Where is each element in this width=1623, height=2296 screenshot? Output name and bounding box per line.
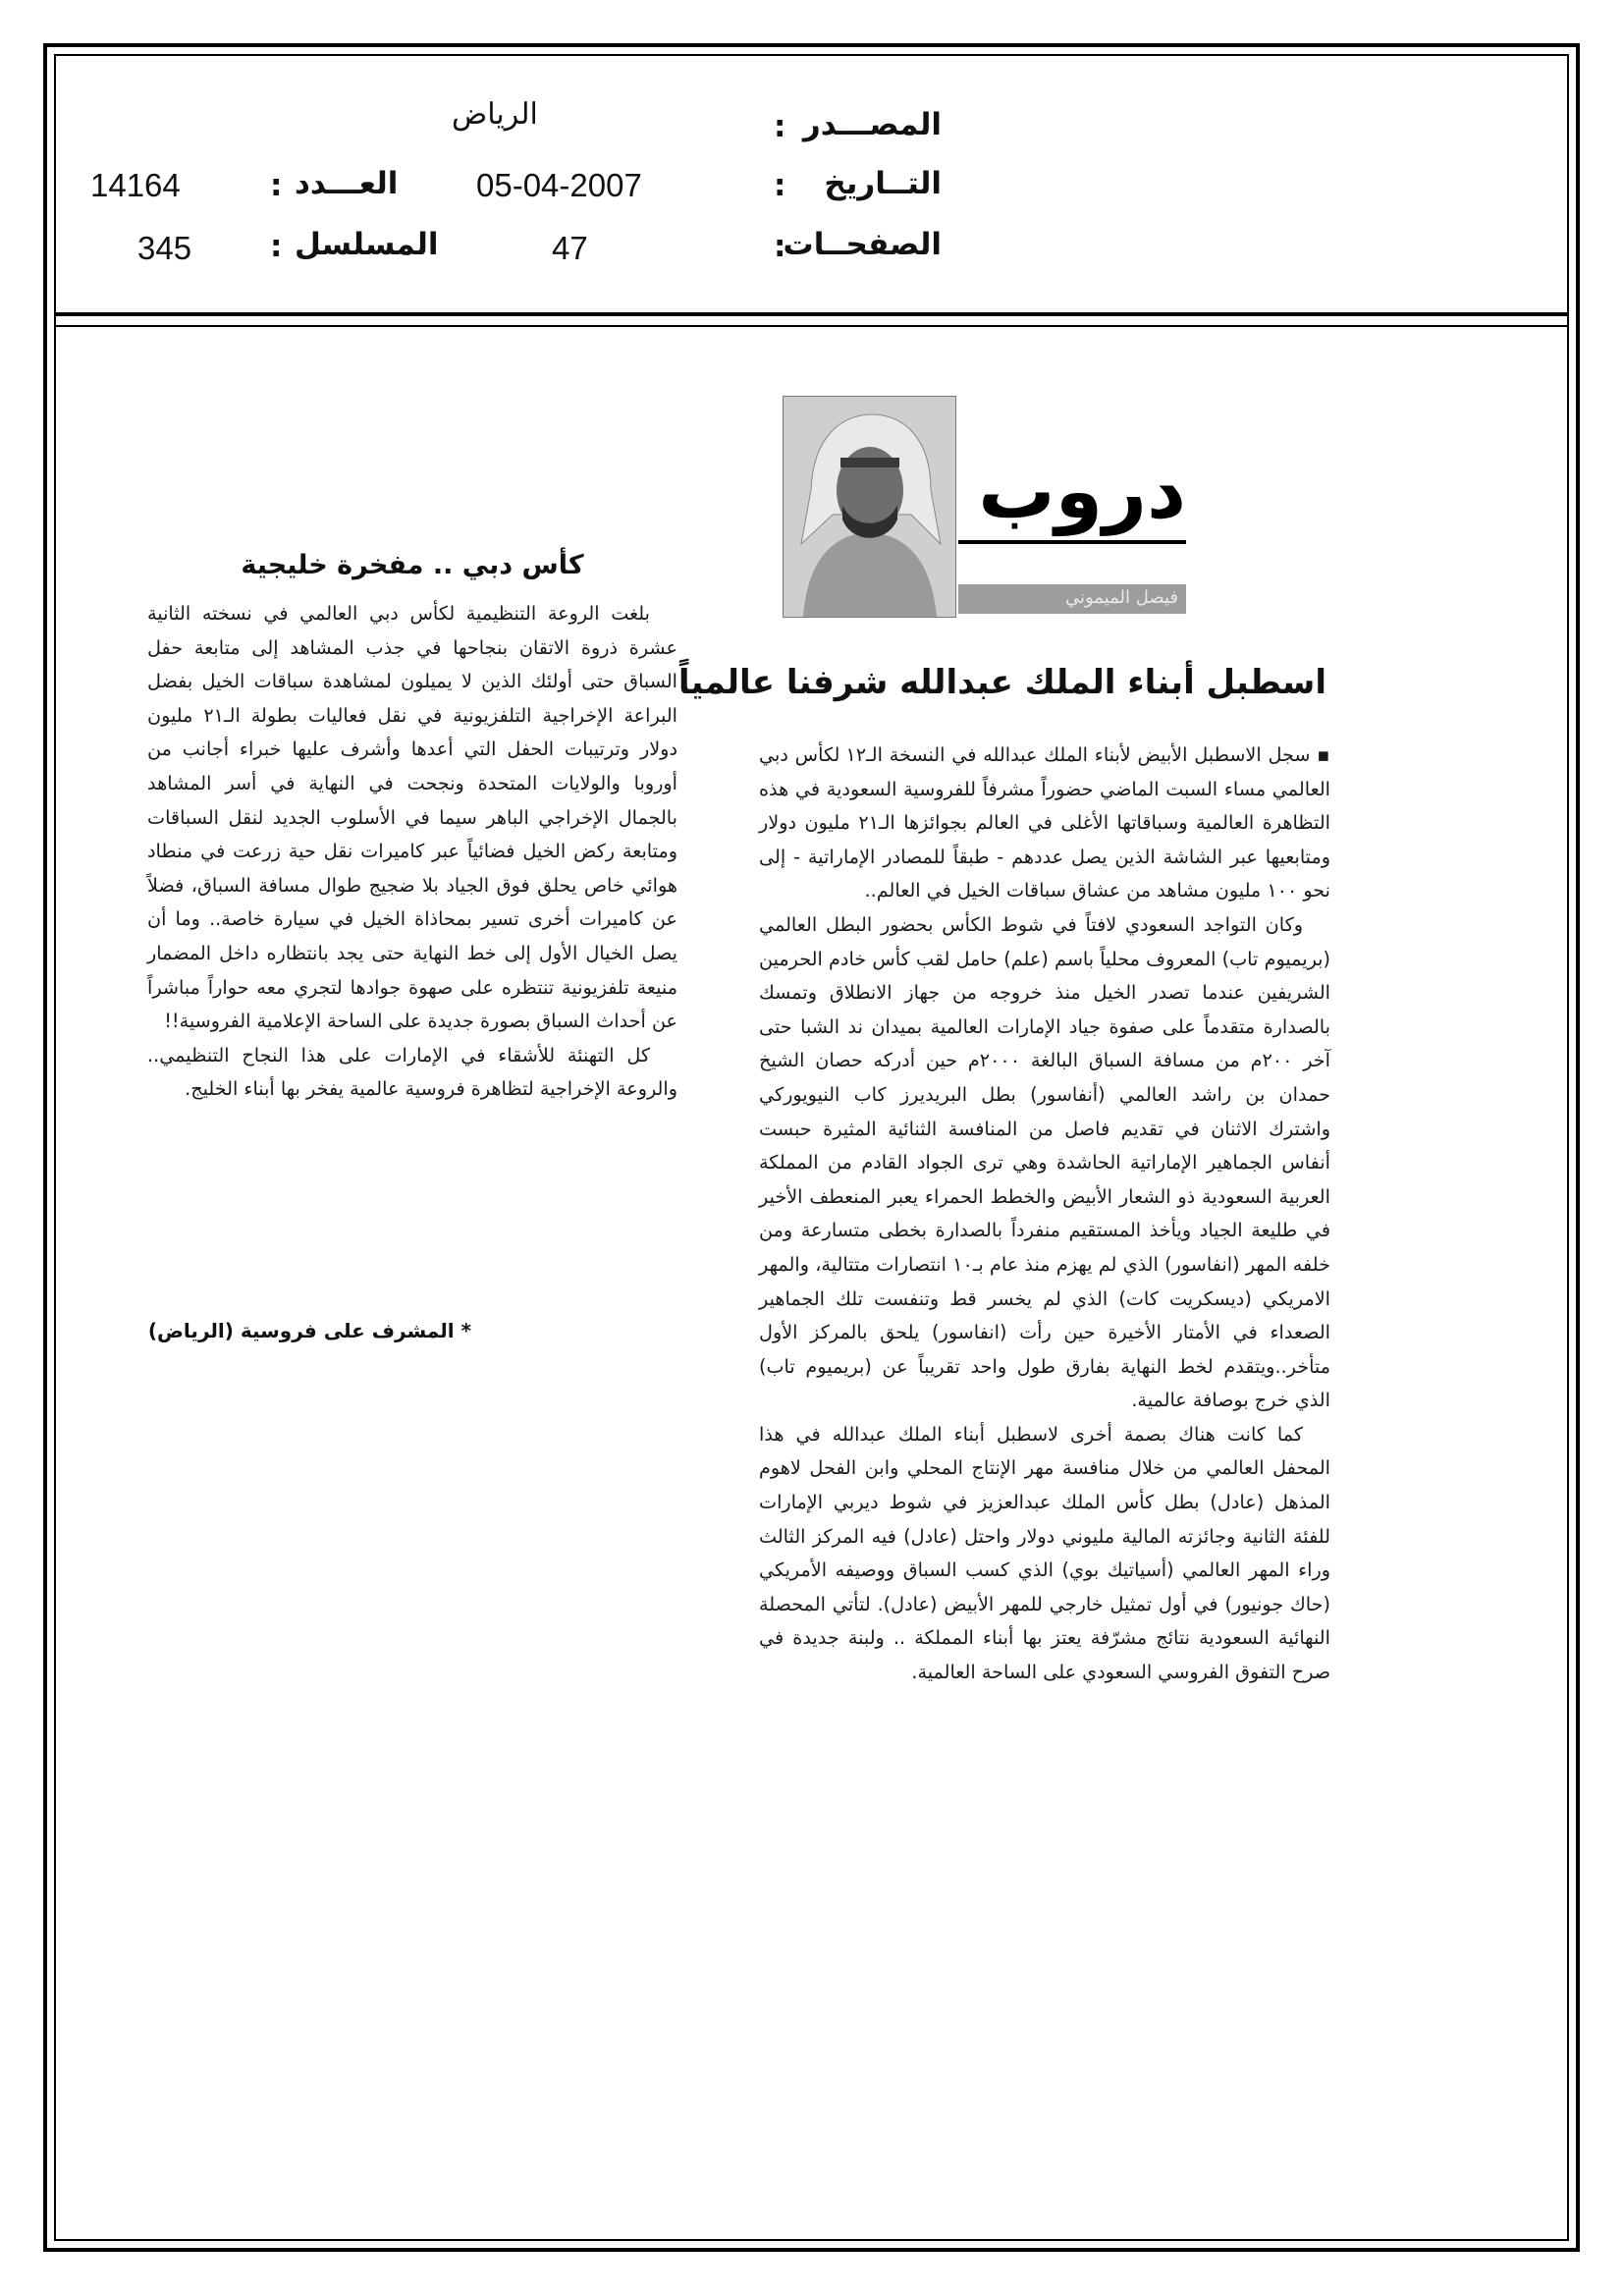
source-colon: : bbox=[774, 109, 786, 144]
article-paragraph: كما كانت هناك بصمة أخرى لاسطبل أبناء الملك عبدالله في هذا المحفل العالمي من خلال منافسة مهر الإنتاج المحلي وابن الفحل لاهوم المذهل (عادل) بطل كأس الملك عبدالعزيز في شوط ديربي الإمارات للفئة الثانية وجائزته المالية مليوني دولار واحتل (عادل) فيه المركز الثالث وراء المهر العالمي (أسياتيك بوي) الذي كسب السباق ووصيفه الأمريكي (حاك جونيور) في أول تمثيل خارجي للمهر الأبيض (عادل). لتأتي المحصلة النهائية السعودية نتائج مشرّفة يعتز بها أبناء المملكة .. ولبنة جديدة في صرح التفوق الفروسي السعودي على الساحة العالمية. bbox=[759, 1422, 1330, 1684]
main-article-body bbox=[759, 738, 1330, 1690]
article-paragraph: ▪ سجل الاسطبل الأبيض لأبناء الملك عبدالله في النسخة الـ١٢ لكأس دبي العالمي مساء السبت الماضي حضوراً مشرفاً للفروسية السعودية في هذه التظاهرة العالمية وسباقاتها الأغلى في العالم بجوائزها الـ٢١ مليون دولار ومتابعيها عبر الشاشة الذين يصل عددهم - طبقاً للمصادر الإماراتية - إلى نحو ١٠٠ مليون مشاهد من عشاق سباقات الخيل في العالم.. bbox=[759, 743, 1331, 902]
issue-colon: : bbox=[270, 168, 283, 203]
pages-colon: : bbox=[774, 229, 786, 264]
article-paragraph: وكان التواجد السعودي لافتاً في شوط الكأس بحضور البطل العالمي (بريميوم تاب) المعروف محلياً باسم (علم) حامل لقب كأس خادم الحرمين الشريفين عندما تصدر الخيل منذ خروجه من جهاز الانطلاق وتمسك بالصدارة متقدماً على صفوة جياد الإمارات العالمية بميدان ند الشبا حتى آخر ٢٠٠م من مسافة السباق البالغة ٢٠٠٠م حين أدركه حصان الشيخ حمدان بن راشد العالمي (أنفاسور) بطل البريديرز كاب النيويوركي واشترك الاثنان في تقديم فاصل من المنافسة الثنائية المثيرة حبست أنفاس الجماهير الإماراتية الحاشدة وهي ترى الجواد القادم من المملكة العربية السعودية ذو الشعار الأبيض والخطط الحمراء يعبر المنعطف الأخير في طليعة الجياد ويأخذ المستقيم منفرداً بالصدارة بخطى متسارعة ومن خلفه المهر (انفاسور) الذي لم يهزم منذ عام بـ١٠ انتصارات متتالية، والمهر الامريكي (ديسكريت كات) الذي لم يخسر قط وتنفست تلك الجماهير الصعداء في الأمتار الأخيرة حين رأت (انفاسور) يلحق بالمركز الأول متأخر..ويتقدم لخط النهاية بفارق طول واحد تقريباً عن (بريميوم تاب) الذي خرج بوصافة عالمية. bbox=[759, 912, 1330, 1412]
sidebar-title: كأس دبي .. مفخرة خليجية bbox=[241, 550, 584, 580]
source-label: المصـــدر bbox=[802, 107, 942, 142]
sidebar-author: * المشرف على فروسية (الرياض) bbox=[147, 1319, 471, 1342]
column-logo bbox=[958, 448, 1186, 542]
sidebar-article-body bbox=[147, 597, 677, 1107]
date-label: التــاريخ bbox=[824, 166, 942, 201]
header-divider-thin bbox=[54, 325, 1569, 327]
column-logo-text: دروب bbox=[978, 448, 1186, 536]
date-colon: : bbox=[774, 168, 786, 203]
pages-label: الصفحــات bbox=[783, 227, 942, 262]
issue-label: العـــدد bbox=[295, 166, 399, 201]
serial-label: المسلسل bbox=[295, 227, 439, 262]
article-title: اسطبل أبناء الملك عبدالله شرفنا عالمياً bbox=[677, 663, 1326, 702]
author-name: فيصل الميموني bbox=[1064, 587, 1178, 608]
date-value: 05-04-2007 bbox=[476, 167, 642, 203]
author-name-bar bbox=[958, 584, 1186, 614]
header-divider bbox=[54, 312, 1569, 316]
author-photo bbox=[783, 396, 956, 618]
issue-value: 14164 bbox=[90, 167, 181, 203]
source-value: الرياض bbox=[452, 98, 538, 131]
pages-value: 47 bbox=[552, 230, 588, 266]
serial-colon: : bbox=[270, 229, 283, 264]
sidebar-paragraph: بلغت الروعة التنظيمية لكأس دبي العالمي في نسخته الثانية عشرة ذروة الاتقان بنجاحها في جذب المشاهد إلى متابعة حفل السباق حتى أولئك الذين لا يميلون لمشاهدة سباقات الخيل بفضل البراعة الإخراجية التلفزيونية في نقل فعاليات بطولة الـ٢١ مليون دولار وترتيبات الحفل التي أعدها وأشرف عليها خبراء أجانب من أوروبا والولايات المتحدة ونجحت في النهاية في أسر المشاهد بالجمال الإخراجي الباهر سيما في الأسلوب الجديد لنقل السباقات ومتابعة ركض الخيل فضائياً عبر كاميرات نقل حية زرعت في منطاد هوائي خاص يحلق فوق الجياد بلا ضجيج طوال مسافة السباق، فضلاً عن كاميرات أخرى تسير بمحاذاة الخيل في سيارة خاصة.. وما أن يصل الخيال الأول إلى خط النهاية حتى يجد بانتظاره داخل المضمار منيعة تلفزيونية تنتظره على صهوة جوادها لتجري معه حواراً مباشراً عن أحداث السباق بصورة جديدة على الساحة الإعلامية الفروسية!! bbox=[147, 602, 677, 1033]
serial-value: 345 bbox=[137, 230, 192, 266]
logo-underline bbox=[958, 540, 1186, 544]
sidebar-paragraph: كل التهنئة للأشقاء في الإمارات على هذا النجاح التنظيمي.. والروعة الإخراجية لتظاهرة فروسية عالمية يفخر بها أبناء الخليج. bbox=[147, 1043, 677, 1101]
